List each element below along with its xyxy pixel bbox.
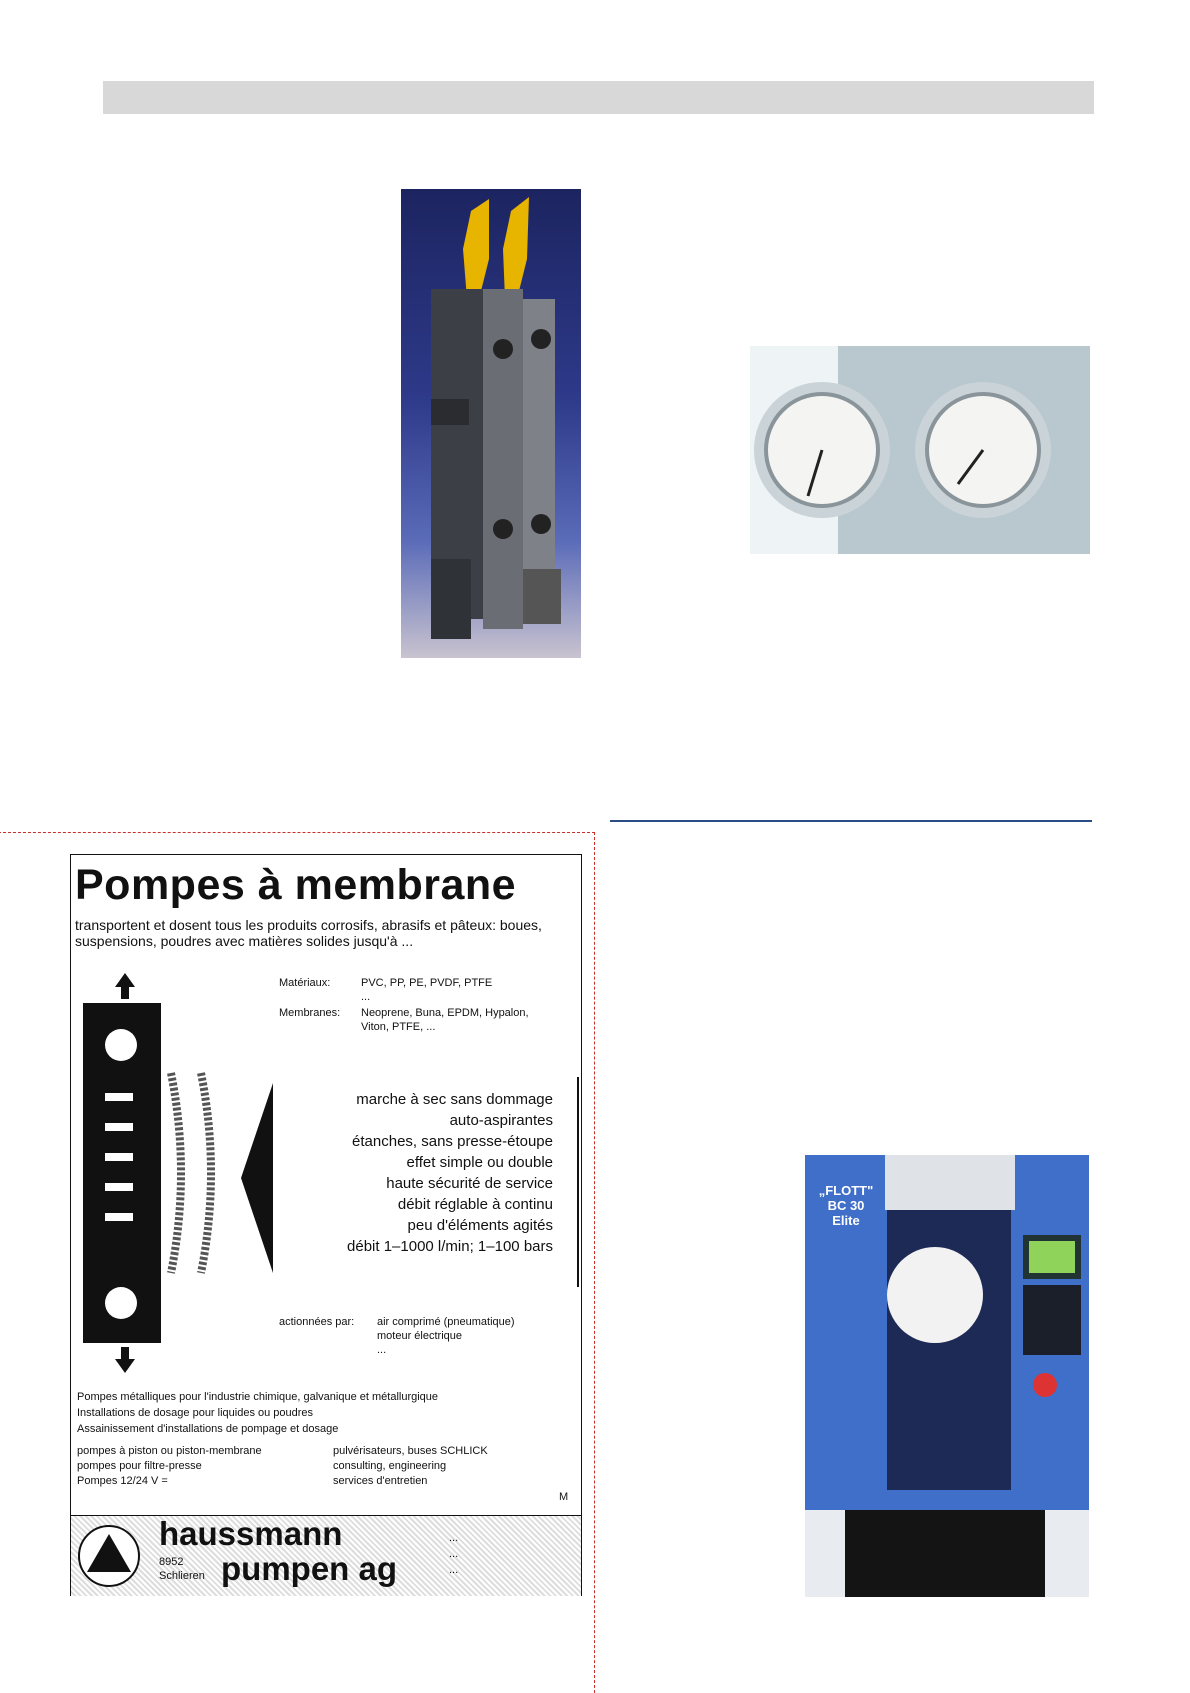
tool-holder-illustration bbox=[401, 189, 581, 658]
spec-value-membranes-2: Viton, PTFE, ... bbox=[361, 1021, 436, 1033]
feature-line: marche à sec sans dommage bbox=[356, 1091, 553, 1108]
service-right: consulting, engineering bbox=[333, 1460, 447, 1472]
service-left: pompes pour filtre-presse bbox=[77, 1460, 202, 1472]
feature-rule bbox=[577, 1077, 579, 1287]
machining-center-photo bbox=[805, 1155, 1089, 1597]
spec-value-materials-2: ... bbox=[361, 991, 371, 1003]
pressure-gauges-photo bbox=[750, 346, 1090, 554]
header-bar bbox=[103, 81, 1094, 114]
service-left: pompes à piston ou piston-membrane bbox=[77, 1445, 262, 1457]
spec-value-drive-1: air comprimé (pneumatique) bbox=[377, 1316, 515, 1328]
contact-line: ... bbox=[449, 1548, 459, 1560]
pump-advertisement bbox=[70, 854, 582, 1596]
feature-line: débit réglable à continu bbox=[397, 1196, 553, 1213]
machine-brand: „FLOTT" bbox=[818, 1183, 874, 1198]
brand-line-1: haussmann bbox=[159, 1515, 343, 1552]
spec-value-drive-2: moteur électrique bbox=[377, 1330, 462, 1342]
city: Schlieren bbox=[159, 1570, 205, 1582]
service-left: Pompes 12/24 V = bbox=[77, 1475, 168, 1487]
contact-line: ... bbox=[449, 1564, 459, 1576]
service-right: pulvérisateurs, buses SCHLICK bbox=[333, 1445, 488, 1457]
feature-line: étanches, sans presse-étoupe bbox=[352, 1133, 553, 1150]
spec-value-membranes-1: Neoprene, Buna, EPDM, Hypalon, bbox=[361, 1007, 529, 1019]
machine-variant: Elite bbox=[832, 1213, 860, 1228]
feature-line: auto-aspirantes bbox=[449, 1112, 553, 1129]
feature-line: haute sécurité de service bbox=[386, 1175, 553, 1192]
ad-title: Pompes à membrane bbox=[75, 861, 517, 909]
ad-intro: transportent et dosent tous les produits corrosifs, abrasifs et pâteux: boues, suspensions, poudres avec matières solides jusqu'à ... bbox=[75, 917, 542, 949]
spec-label-membranes: Membranes: bbox=[279, 1007, 341, 1019]
triangle-logo-icon bbox=[77, 1524, 141, 1588]
bottom-line: Installations de dosage pour liquides ou poudres bbox=[77, 1407, 314, 1419]
machine-model: BC 30 bbox=[827, 1198, 865, 1213]
machine-label bbox=[811, 1183, 881, 1228]
brand-line-2: pumpen ag bbox=[221, 1550, 398, 1587]
bottom-line: Pompes métalliques pour l'industrie chimique, galvanique et métallurgique bbox=[77, 1391, 439, 1403]
feature-line: effet simple ou double bbox=[406, 1154, 553, 1171]
spec-label-materials: Matériaux: bbox=[279, 977, 331, 989]
feature-line: débit 1–1000 l/min; 1–100 bars bbox=[347, 1238, 553, 1255]
spec-value-materials-1: PVC, PP, PE, PVDF, PTFE bbox=[361, 977, 493, 989]
spec-value-drive-3: ... bbox=[377, 1344, 387, 1356]
bottom-line: Assainissement d'installations de pompage et dosage bbox=[77, 1423, 339, 1435]
service-right: services d'entretien bbox=[333, 1475, 428, 1487]
tool-holder-photo bbox=[401, 189, 581, 658]
feature-line: peu d'éléments agités bbox=[407, 1217, 553, 1234]
pump-diagram bbox=[75, 973, 285, 1373]
section-divider bbox=[610, 820, 1092, 822]
gauges-illustration bbox=[750, 346, 1090, 554]
ad-page-mark: M bbox=[559, 1491, 569, 1503]
contact-line: ... bbox=[449, 1532, 459, 1544]
spec-label-drive: actionnées par: bbox=[279, 1316, 355, 1328]
city-code: 8952 bbox=[159, 1556, 184, 1568]
ad-footer bbox=[71, 1515, 581, 1596]
